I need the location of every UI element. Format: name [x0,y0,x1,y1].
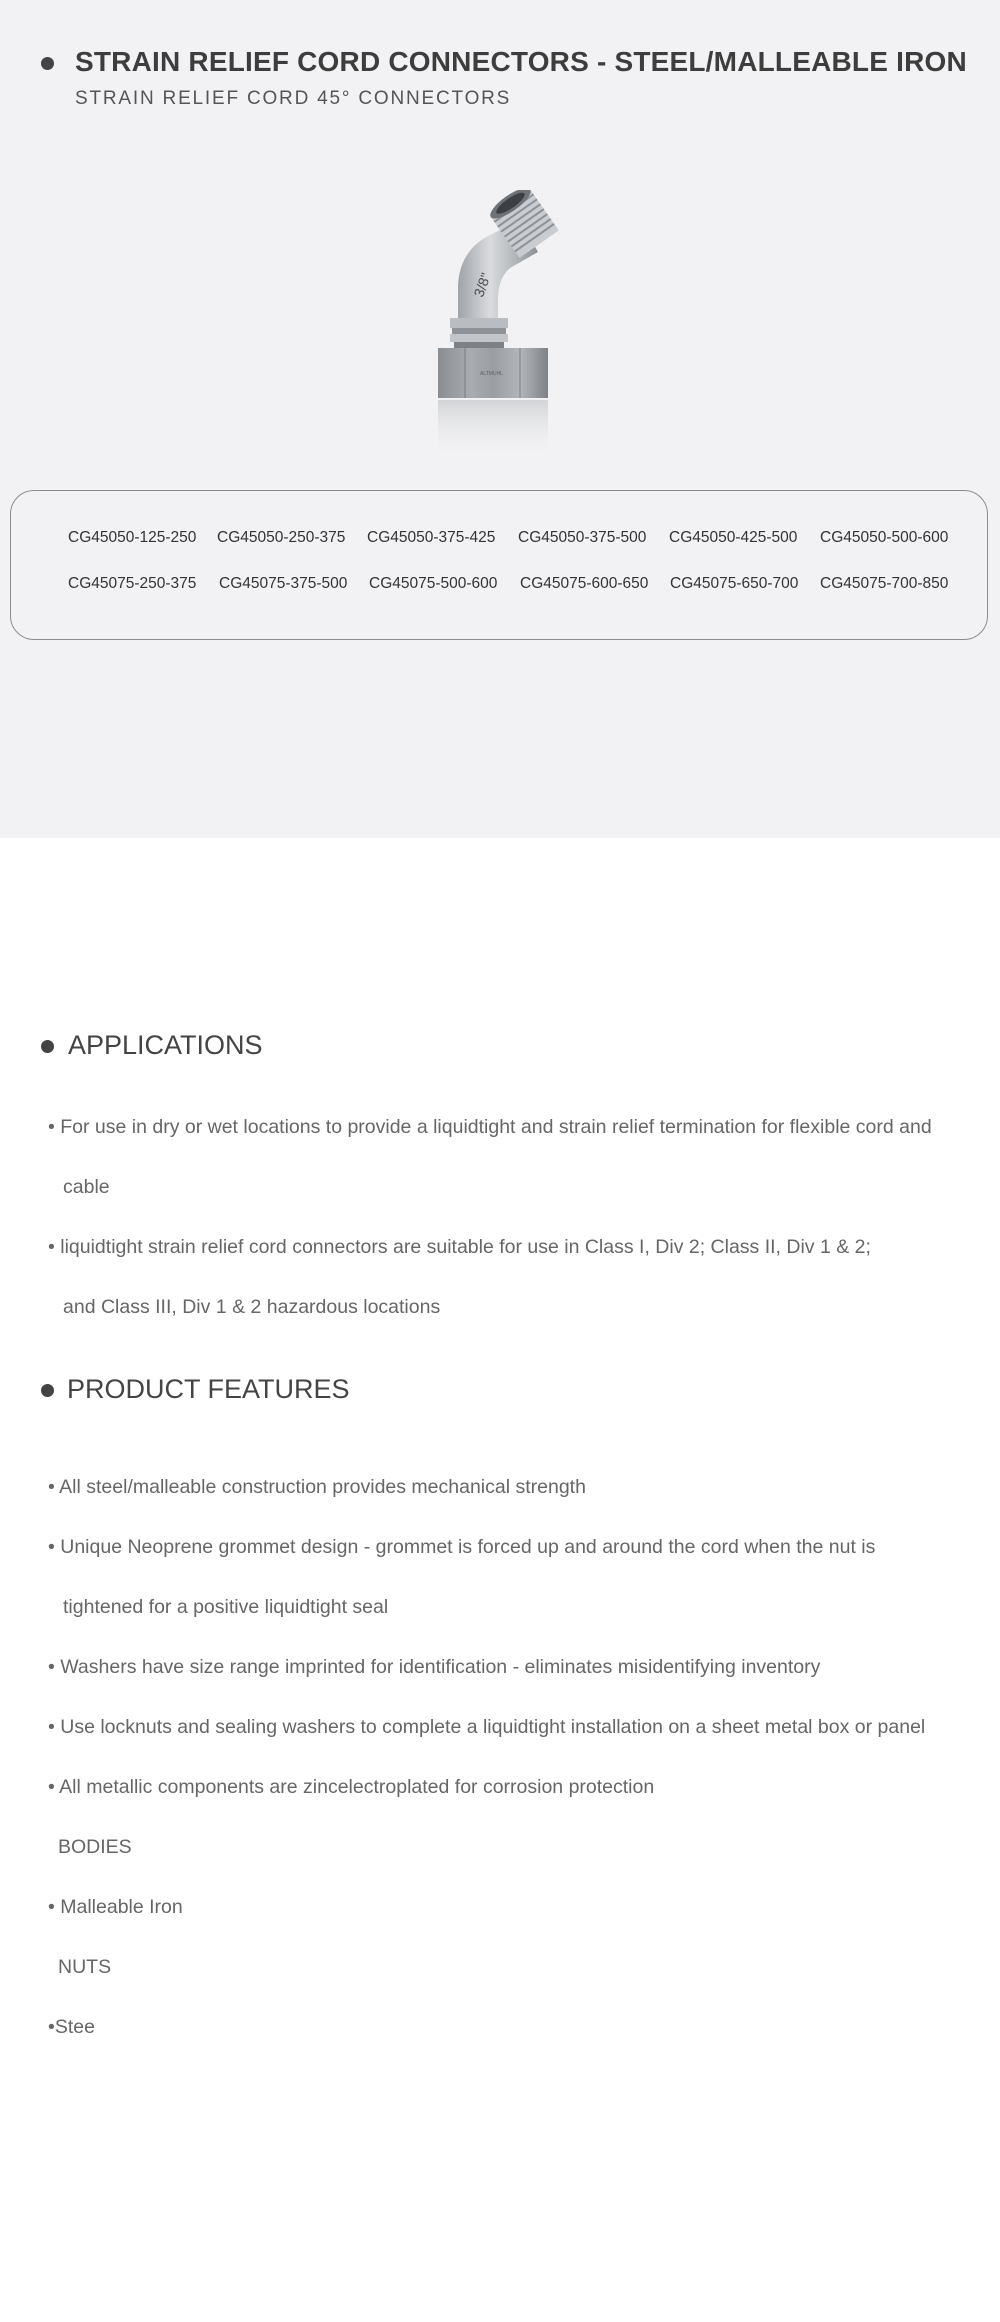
part-number[interactable]: CG45075-650-700 [670,575,799,592]
part-number[interactable]: CG45050-375-500 [518,529,647,546]
features-line: • All metallic components are zincelectroplated for corrosion protection [48,1776,655,1798]
applications-bullet-icon [41,1040,54,1053]
part-number[interactable]: CG45050-125-250 [68,529,197,546]
features-line: BODIES [58,1836,132,1858]
applications-heading: APPLICATIONS [68,1030,263,1060]
size-mark: 3/8" [470,270,494,300]
features-heading: PRODUCT FEATURES [67,1374,350,1404]
features-line: tightened for a positive liquidtight seal [63,1596,389,1618]
part-number[interactable]: CG45075-375-500 [219,575,348,592]
page-title: STRAIN RELIEF CORD CONNECTORS - STEEL/MALLEABLE IRON [75,46,967,77]
part-number[interactable]: CG45075-700-850 [820,575,949,592]
features-line: • Use locknuts and sealing washers to complete a liquidtight installation on a sheet metal box or panel [48,1716,926,1738]
product-image [410,190,610,480]
part-number[interactable]: CG45075-500-600 [369,575,498,592]
part-number[interactable]: CG45075-250-375 [68,575,197,592]
features-line: NUTS [58,1956,112,1978]
applications-line: cable [63,1176,110,1198]
features-line: • Unique Neoprene grommet design - grommet is forced up and around the cord when the nut is [48,1536,876,1558]
part-number[interactable]: CG45050-500-600 [820,529,949,546]
page-subtitle: STRAIN RELIEF CORD 45° CONNECTORS [75,88,512,109]
features-line: • All steel/malleable construction provides mechanical strength [48,1476,586,1498]
applications-line: • For use in dry or wet locations to provide a liquidtight and strain relief termination for flexible cord and [48,1116,932,1138]
features-line: • Washers have size range imprinted for identification - eliminates misidentifying inventory [48,1656,821,1678]
part-number[interactable]: CG45050-250-375 [217,529,346,546]
part-number-panel [10,490,988,640]
features-line: • Malleable Iron [48,1896,183,1918]
part-number[interactable]: CG45050-375-425 [367,529,496,546]
product-header-section [0,0,1000,838]
title-bullet-icon [41,57,54,70]
part-number[interactable]: CG45050-425-500 [669,529,798,546]
applications-line: and Class III, Div 1 & 2 hazardous locations [63,1296,441,1318]
features-line: •Stee [48,2016,95,2038]
brand-mark: ALTMUHL [480,371,503,377]
features-bullet-icon [41,1384,54,1397]
applications-line: • liquidtight strain relief cord connectors are suitable for use in Class I, Div 2; Class II, Div 1 & 2; [48,1236,871,1258]
part-number[interactable]: CG45075-600-650 [520,575,649,592]
